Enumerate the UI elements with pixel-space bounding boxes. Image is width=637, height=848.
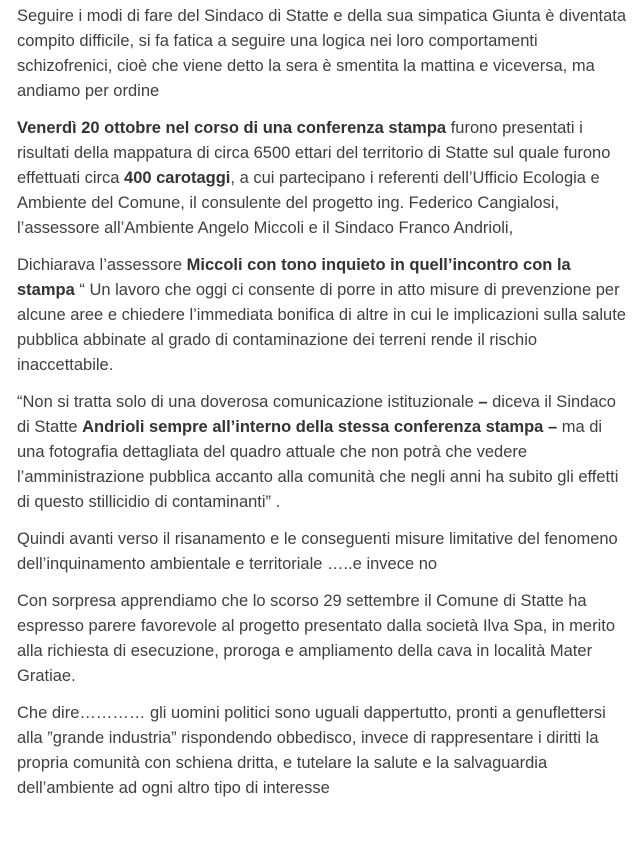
text-segment: diceva il Sindaco di Statte <box>17 393 616 436</box>
paragraph-intro <box>17 0 629 104</box>
paragraph-risanamento <box>17 527 629 577</box>
paragraph-miccoli-quote <box>17 253 629 378</box>
text-segment: “ Un lavoro che oggi ci consente di porre in atto misure di prevenzione per alcune aree e chiedere l’immediata bonifica di altre in cui le implicazioni sulla salute pubblica abbinate al grado di contaminazione dei terreni rende il rischio inaccettabile. <box>17 281 626 374</box>
text-segment: Che dire………… gli uomini politici sono uguali dappertutto, pronti a genuflettersi alla ”grande industria” rispondendo obbedisco, invece di rappresentare i diritti la propria comunità con schiena dritta, e tutelare la salute e la salvaguardia dell’ambiente ad ogni altro tipo di interesse <box>17 704 606 797</box>
paragraph-press-conference <box>17 116 629 241</box>
paragraph-conclusion <box>17 701 629 801</box>
text-segment: Con sorpresa apprendiamo che lo scorso 29 settembre il Comune di Statte ha espresso parere favorevole al progetto presentato dalla società Ilva Spa, in merito alla richiesta di esecuzione, proroga e ampliamento della cava in località Mater Gratiae. <box>17 592 616 685</box>
text-segment: Dichiarava l’assessore <box>17 256 187 274</box>
text-segment: Quindi avanti verso il risanamento e le conseguenti misure limitative del fenomeno dell’inquinamento ambientale e territoriale …..e invece no <box>17 530 618 573</box>
bold-segment: – <box>478 393 488 411</box>
paragraph-andrioli-quote <box>17 390 629 515</box>
text-segment: , a cui partecipano i referenti dell’Ufficio Ecologia e Ambiente del Comune, il consulente del progetto ing. Federico Cangialosi, l’assessore all’Ambiente Angelo Miccoli e il Sindaco Franco Andrioli, <box>17 169 600 237</box>
article-body <box>17 0 629 813</box>
paragraph-ilva-cava <box>17 589 629 689</box>
bold-segment: Andrioli sempre all’interno della stessa conferenza stampa – <box>82 418 558 436</box>
bold-segment: 400 carotaggi <box>124 169 231 187</box>
text-segment: furono presentati i risultati della mappatura di circa 6500 ettari del territorio di Statte sul quale furono effettuati circa <box>17 119 611 187</box>
bold-segment: Miccoli con tono inquieto in quell’incontro con la stampa <box>17 256 571 299</box>
bold-segment: Venerdì 20 ottobre nel corso di una conferenza stampa <box>17 119 447 137</box>
text-segment: Seguire i modi di fare del Sindaco di Statte e della sua simpatica Giunta è diventata compito difficile, si fa fatica a seguire una logica nei loro comportamenti schizofrenici, cioè che viene detto la sera è smentita la mattina e viceversa, ma andiamo per ordine <box>17 7 627 100</box>
text-segment: “Non si tratta solo di una doverosa comunicazione istituzionale <box>17 393 479 411</box>
text-segment: ma di una fotografia dettagliata del quadro attuale che non potrà che vedere l’amministrazione pubblica accanto alla comunità che negli anni ha subito gli effetti di questo stillicidio di contaminanti” . <box>17 418 619 511</box>
